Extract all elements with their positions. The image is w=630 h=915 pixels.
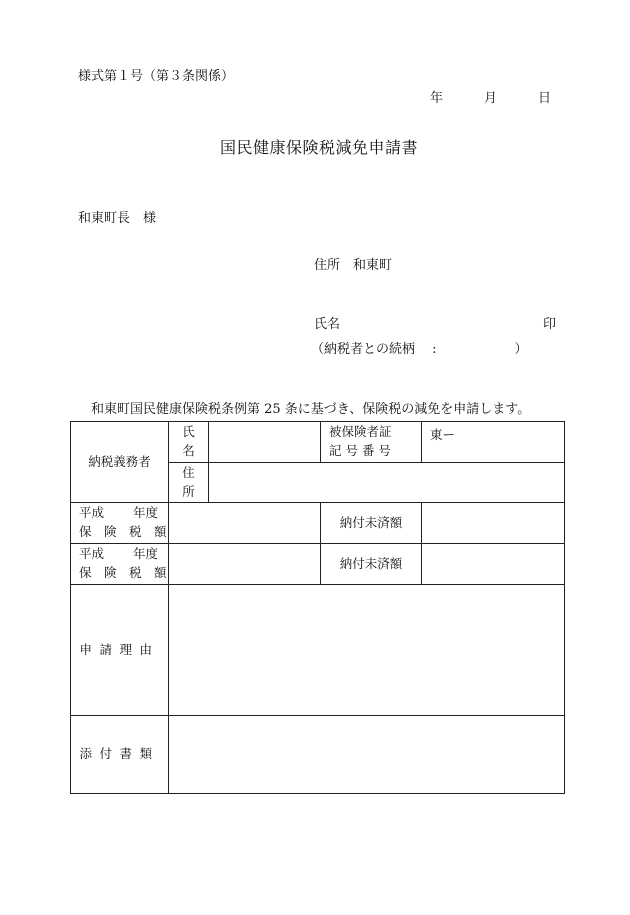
- relation-to-taxpayer: （納税者との続柄 : ）: [311, 342, 528, 357]
- unpaid-amount-field-1[interactable]: [422, 503, 565, 544]
- premium-year-2: 平成 年度: [79, 546, 158, 562]
- form-number: 様式第１号（第３条関係）: [78, 69, 235, 84]
- reason-label: 申請理由: [71, 585, 169, 716]
- applicant-name-label: 氏名: [314, 317, 341, 332]
- premium-year-1: 平成 年度: [79, 505, 158, 521]
- date-year-label: 年: [430, 91, 444, 106]
- table-row: [71, 585, 565, 716]
- application-form-table: [70, 421, 565, 794]
- name-label: 氏名: [169, 422, 209, 463]
- unpaid-label-2: 納付未済額: [321, 544, 422, 585]
- table-row: [71, 503, 565, 544]
- table-row: [71, 544, 565, 585]
- name-field[interactable]: [209, 422, 321, 463]
- premium-amount-label-2: 保 険 税 額: [79, 565, 167, 580]
- taxpayer-label: 納税義務者: [71, 422, 169, 503]
- applicant-address-label: 住所 和東町: [314, 258, 393, 273]
- table-row: [71, 716, 565, 794]
- address-label: 住所: [169, 463, 209, 503]
- premium-amount-field-1[interactable]: [169, 503, 321, 544]
- attached-documents-label: 添付書類: [71, 716, 169, 794]
- reason-field[interactable]: [169, 585, 565, 716]
- date-month-label: 月: [484, 91, 498, 106]
- insured-card-label: [321, 422, 422, 463]
- premium-amount-field-2[interactable]: [169, 544, 321, 585]
- addressee: 和東町長 様: [78, 211, 157, 226]
- seal-mark: 印: [543, 317, 557, 332]
- insured-card-number-field[interactable]: 東ー: [422, 422, 565, 463]
- insured-card-label-line1: 被保険者証: [329, 424, 392, 440]
- date-day-label: 日: [538, 91, 552, 106]
- unpaid-amount-field-2[interactable]: [422, 544, 565, 585]
- premium-amount-label-1: 保 険 税 額: [79, 524, 167, 539]
- insured-card-label-line2: 記 号 番 号: [329, 443, 391, 458]
- attached-documents-field[interactable]: [169, 716, 565, 794]
- document-title: 国民健康保険税減免申請書: [220, 138, 419, 157]
- application-statement: 和東町国民健康保険税条例第 25 条に基づき、保険税の減免を申請します。: [91, 402, 531, 417]
- premium-label-2: [71, 544, 169, 585]
- address-field[interactable]: [209, 463, 565, 503]
- unpaid-label-1: 納付未済額: [321, 503, 422, 544]
- table-row: [71, 422, 565, 463]
- premium-label-1: [71, 503, 169, 544]
